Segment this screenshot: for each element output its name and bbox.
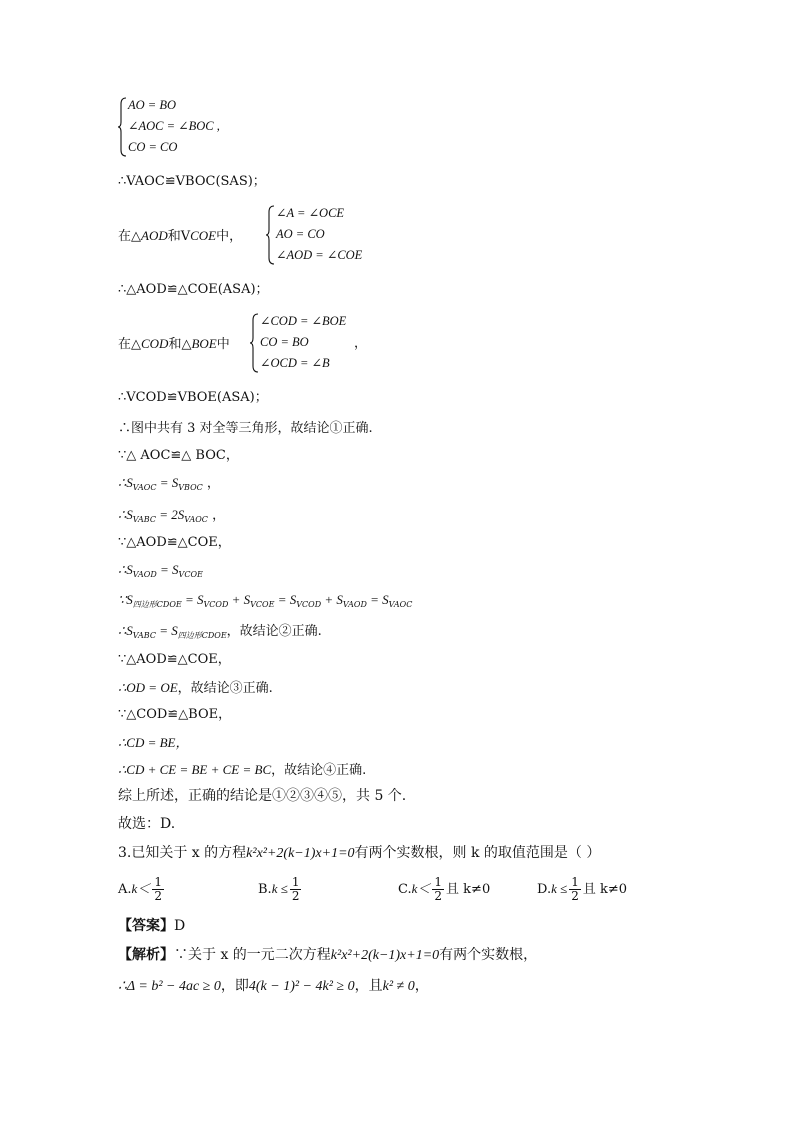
summary-line: 综上所述，正确的结论是①②③④⑤，共 5 个. <box>118 788 407 804</box>
left-brace-icon <box>250 312 260 374</box>
proof-line: ∴OD = OE，故结论③正确. <box>118 680 273 696</box>
choice-line: 故选：D. <box>118 816 176 832</box>
proof-line: ∴CD + CE = BE + CE = BC，故结论④正确. <box>118 762 367 778</box>
proof-line: ∵△COD≌△BOE， <box>118 707 232 722</box>
equation-system-1 <box>118 96 258 158</box>
left-brace-icon <box>118 96 128 158</box>
proof-line: 在△AOD和VCOE中， <box>118 228 243 244</box>
proof-line: ∵△AOD≌△COE， <box>118 652 231 667</box>
system-row: ∠AOD = ∠COE <box>276 248 363 262</box>
analysis-line: 【解析】∵关于 x 的一元二次方程k²x²+2(k−1)x+1=0有两个实数根， <box>118 947 538 963</box>
proof-line: ∴CD = BE， <box>118 735 189 750</box>
proof-line: ∴VAOC≌VBOC(SAS)； <box>118 174 266 189</box>
system-row: AO = CO <box>276 227 325 241</box>
system-row: CO = BO <box>260 335 309 349</box>
system-row: ∠OCD = ∠B <box>260 356 330 370</box>
proof-line: $\therefore S_{VABC} = 2S_{VAOC}$ ， <box>118 507 226 524</box>
system-row: CO = CO <box>128 140 178 154</box>
fraction: $\frac{1}{2}$ <box>434 875 443 903</box>
system-row: ∠COD = ∠BOE <box>260 314 347 328</box>
fraction: $\frac{1}{2}$ <box>291 875 300 903</box>
option-d[interactable]: D.k ≤ $\frac{1}{2}$ 且 k≠0 <box>537 875 628 903</box>
proof-line: ∵△ AOC≌△ BOC， <box>118 448 239 463</box>
option-c[interactable]: C.k＜ $\frac{1}{2}$ 且 k≠0 <box>398 875 491 903</box>
option-b[interactable]: B.k ≤ $\frac{1}{2}$ <box>258 875 300 903</box>
fraction: $\frac{1}{2}$ <box>571 875 579 903</box>
proof-line: ∴△AOD≌△COE(ASA)； <box>118 282 269 297</box>
proof-line: $\therefore S_{VABC} = S_{四边形CDOE}$，故结论②正确. <box>118 623 322 640</box>
proof-line: $\therefore S_{VAOC} = S_{VBOC}$ ， <box>118 475 220 492</box>
question-3: 3.已知关于 x 的方程k²x²+2(k−1)x+1=0有两个实数根，则 k 的取值范围是（ ） <box>118 845 601 861</box>
system-row: AO = BO <box>128 98 177 112</box>
proof-line: ∵△AOD≌△COE， <box>118 535 231 550</box>
proof-line: ∴图中共有 3 对全等三角形，故结论①正确. <box>118 421 373 436</box>
proof-line: $\therefore S_{VAOD} = S_{VCOE}$ <box>118 562 203 579</box>
fraction: $\frac{1}{2}$ <box>154 875 162 903</box>
answer-line: 【答案】D <box>118 918 186 934</box>
proof-line: ∴VCOD≌VBOE(ASA)； <box>118 390 268 405</box>
proof-line: $\because S_{四边形CDOE} = S_{VCOD} + S_{VCOE} = S_{VCOD} + S_{VAOD} = S_{VAOC}$ <box>118 592 413 609</box>
left-brace-icon <box>266 204 276 266</box>
analysis-line: ∴Δ = b² − 4ac ≥ 0，即4(k − 1)² − 4k² ≥ 0，且k² ≠ 0， <box>118 978 429 994</box>
equation-system-2 <box>266 204 396 266</box>
system-row: ∠A = ∠OCE <box>276 206 345 220</box>
system-row: ∠AOC = ∠BOC , <box>128 119 220 133</box>
system-tail: ， <box>354 336 368 351</box>
option-a[interactable]: A.k＜ $\frac{1}{2}$ <box>118 875 162 903</box>
proof-line: 在△COD和△BOE中 <box>118 336 230 352</box>
